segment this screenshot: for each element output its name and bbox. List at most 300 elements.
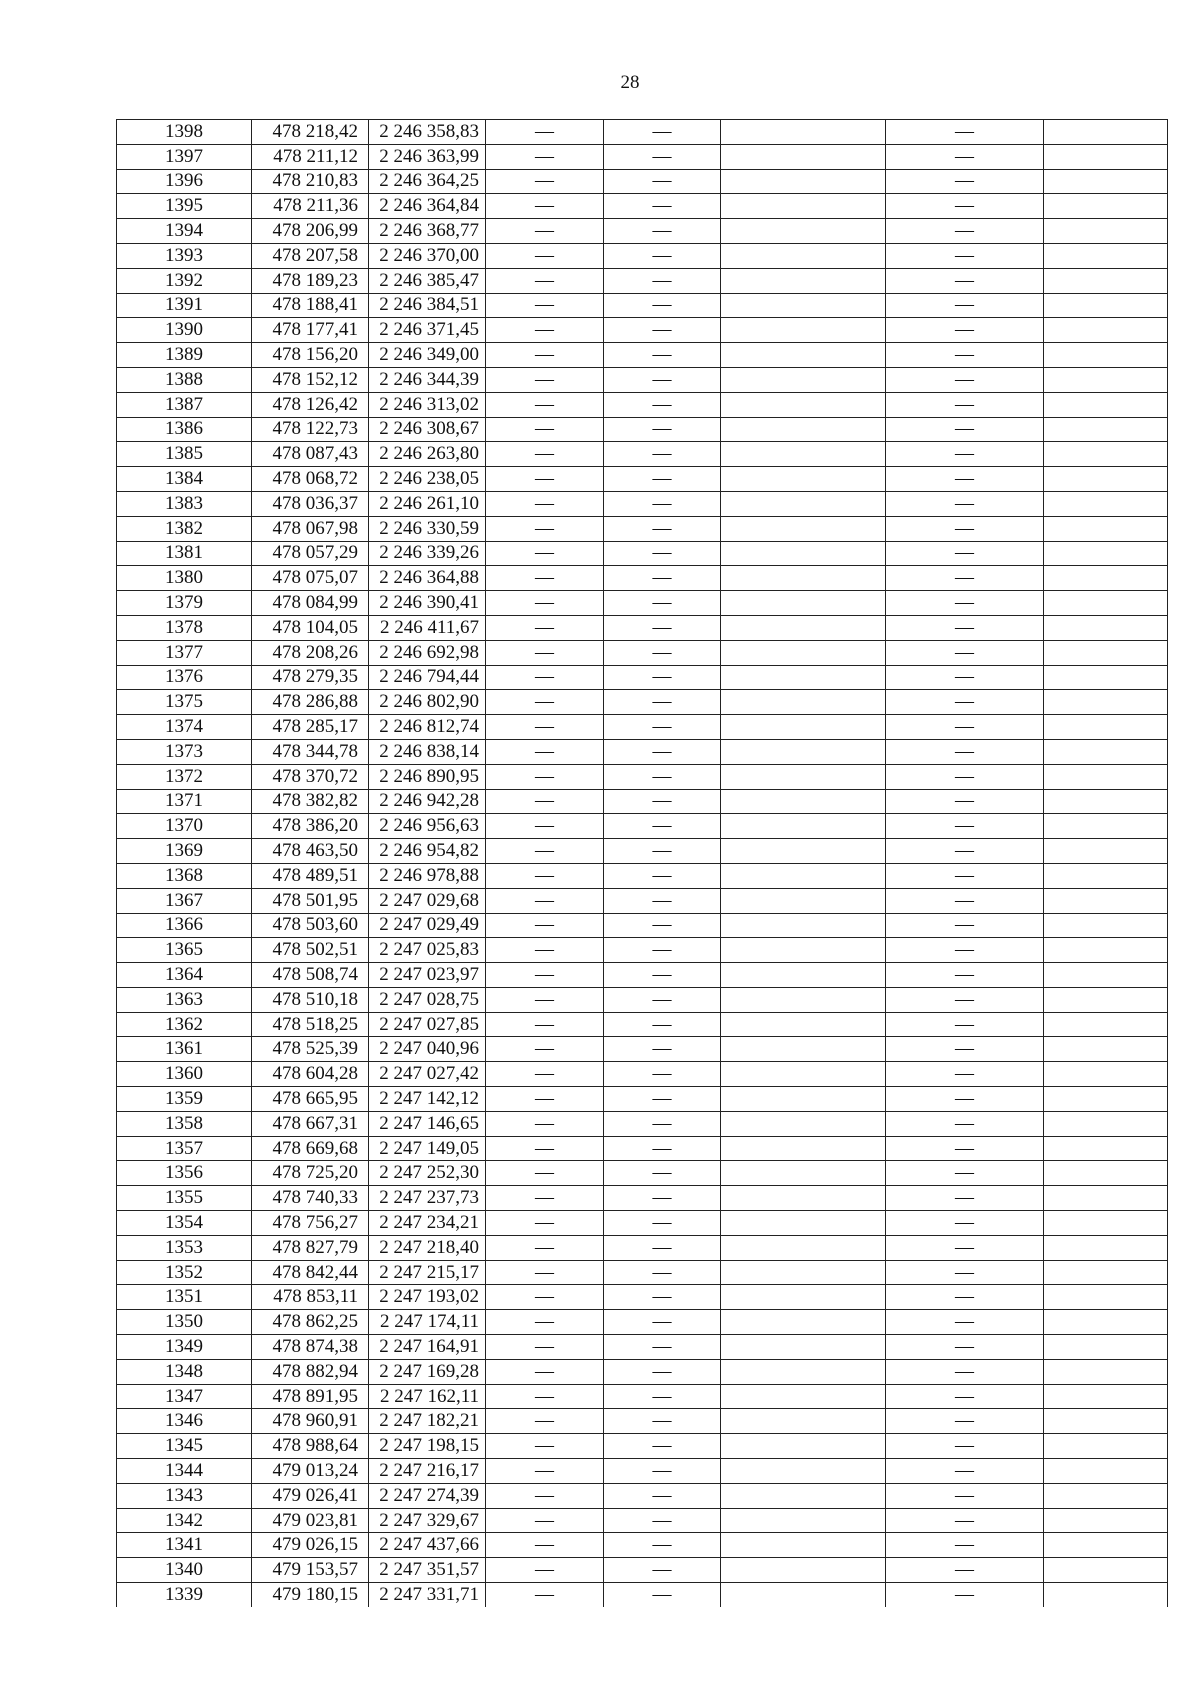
empty-cell: [1044, 665, 1168, 690]
dash-cell: —: [486, 1359, 604, 1384]
dash-cell: —: [486, 293, 604, 318]
dash-cell: —: [604, 1508, 721, 1533]
empty-cell: [721, 591, 886, 616]
x-coordinate-cell: 478 501,95: [252, 888, 369, 913]
y-coordinate-cell: 2 246 978,88: [369, 863, 486, 888]
empty-cell: [1044, 591, 1168, 616]
dash-cell: —: [604, 566, 721, 591]
dash-cell: —: [486, 1161, 604, 1186]
dash-cell: —: [886, 1533, 1044, 1558]
x-coordinate-cell: 478 075,07: [252, 566, 369, 591]
dash-cell: —: [604, 615, 721, 640]
y-coordinate-cell: 2 247 025,83: [369, 938, 486, 963]
dash-cell: —: [886, 1335, 1044, 1360]
y-coordinate-cell: 2 246 384,51: [369, 293, 486, 318]
empty-cell: [1044, 1483, 1168, 1508]
y-coordinate-cell: 2 246 794,44: [369, 665, 486, 690]
empty-cell: [1044, 1359, 1168, 1384]
dash-cell: —: [886, 144, 1044, 169]
point-number-cell: 1349: [117, 1335, 252, 1360]
empty-cell: [1044, 1161, 1168, 1186]
table-row: [117, 442, 1168, 467]
y-coordinate-cell: 2 247 029,49: [369, 913, 486, 938]
empty-cell: [721, 417, 886, 442]
y-coordinate-cell: 2 246 363,99: [369, 144, 486, 169]
dash-cell: —: [886, 293, 1044, 318]
dash-cell: —: [486, 1508, 604, 1533]
point-number-cell: 1353: [117, 1235, 252, 1260]
empty-cell: [721, 764, 886, 789]
dash-cell: —: [604, 863, 721, 888]
x-coordinate-cell: 478 862,25: [252, 1310, 369, 1335]
dash-cell: —: [886, 541, 1044, 566]
table-row: [117, 987, 1168, 1012]
empty-cell: [1044, 888, 1168, 913]
dash-cell: —: [886, 442, 1044, 467]
point-number-cell: 1352: [117, 1260, 252, 1285]
dash-cell: —: [604, 120, 721, 145]
dash-cell: —: [486, 219, 604, 244]
dash-cell: —: [486, 591, 604, 616]
x-coordinate-cell: 478 068,72: [252, 467, 369, 492]
empty-cell: [1044, 690, 1168, 715]
dash-cell: —: [604, 963, 721, 988]
x-coordinate-cell: 478 725,20: [252, 1161, 369, 1186]
dash-cell: —: [886, 615, 1044, 640]
y-coordinate-cell: 2 246 313,02: [369, 392, 486, 417]
dash-cell: —: [604, 690, 721, 715]
y-coordinate-cell: 2 246 364,88: [369, 566, 486, 591]
dash-cell: —: [486, 343, 604, 368]
table-row: [117, 1186, 1168, 1211]
x-coordinate-cell: 478 177,41: [252, 318, 369, 343]
point-number-cell: 1372: [117, 764, 252, 789]
empty-cell: [721, 690, 886, 715]
dash-cell: —: [886, 194, 1044, 219]
x-coordinate-cell: 478 036,37: [252, 491, 369, 516]
coordinates-table: [116, 119, 1168, 1607]
dash-cell: —: [486, 318, 604, 343]
empty-cell: [721, 739, 886, 764]
table-row: [117, 491, 1168, 516]
dash-cell: —: [604, 888, 721, 913]
dash-cell: —: [486, 1558, 604, 1583]
x-coordinate-cell: 478 518,25: [252, 1012, 369, 1037]
dash-cell: —: [886, 1111, 1044, 1136]
x-coordinate-cell: 478 370,72: [252, 764, 369, 789]
point-number-cell: 1389: [117, 343, 252, 368]
empty-cell: [1044, 863, 1168, 888]
empty-cell: [1044, 1335, 1168, 1360]
table-row: [117, 1409, 1168, 1434]
dash-cell: —: [886, 1483, 1044, 1508]
dash-cell: —: [486, 839, 604, 864]
empty-cell: [1044, 392, 1168, 417]
x-coordinate-cell: 478 463,50: [252, 839, 369, 864]
y-coordinate-cell: 2 246 390,41: [369, 591, 486, 616]
empty-cell: [721, 1260, 886, 1285]
dash-cell: —: [486, 491, 604, 516]
point-number-cell: 1346: [117, 1409, 252, 1434]
dash-cell: —: [886, 1161, 1044, 1186]
dash-cell: —: [886, 367, 1044, 392]
empty-cell: [721, 1235, 886, 1260]
point-number-cell: 1398: [117, 120, 252, 145]
dash-cell: —: [604, 1483, 721, 1508]
table-row: [117, 1037, 1168, 1062]
dash-cell: —: [886, 888, 1044, 913]
empty-cell: [721, 516, 886, 541]
x-coordinate-cell: 478 502,51: [252, 938, 369, 963]
table-row: [117, 1310, 1168, 1335]
x-coordinate-cell: 479 153,57: [252, 1558, 369, 1583]
dash-cell: —: [604, 938, 721, 963]
y-coordinate-cell: 2 246 261,10: [369, 491, 486, 516]
table-row: [117, 1111, 1168, 1136]
empty-cell: [721, 293, 886, 318]
x-coordinate-cell: 478 206,99: [252, 219, 369, 244]
x-coordinate-cell: 478 087,43: [252, 442, 369, 467]
dash-cell: —: [886, 789, 1044, 814]
y-coordinate-cell: 2 246 812,74: [369, 715, 486, 740]
dash-cell: —: [486, 1285, 604, 1310]
y-coordinate-cell: 2 247 182,21: [369, 1409, 486, 1434]
table-row: [117, 739, 1168, 764]
dash-cell: —: [486, 863, 604, 888]
dash-cell: —: [886, 169, 1044, 194]
table-row: [117, 1384, 1168, 1409]
dash-cell: —: [486, 392, 604, 417]
point-number-cell: 1350: [117, 1310, 252, 1335]
empty-cell: [1044, 1384, 1168, 1409]
empty-cell: [721, 665, 886, 690]
y-coordinate-cell: 2 246 838,14: [369, 739, 486, 764]
dash-cell: —: [604, 1558, 721, 1583]
table-row: [117, 1062, 1168, 1087]
empty-cell: [721, 367, 886, 392]
dash-cell: —: [886, 938, 1044, 963]
y-coordinate-cell: 2 247 216,17: [369, 1459, 486, 1484]
dash-cell: —: [486, 814, 604, 839]
dash-cell: —: [486, 169, 604, 194]
dash-cell: —: [604, 1211, 721, 1236]
dash-cell: —: [604, 243, 721, 268]
point-number-cell: 1364: [117, 963, 252, 988]
x-coordinate-cell: 478 740,33: [252, 1186, 369, 1211]
dash-cell: —: [886, 1186, 1044, 1211]
empty-cell: [721, 243, 886, 268]
x-coordinate-cell: 478 104,05: [252, 615, 369, 640]
x-coordinate-cell: 478 604,28: [252, 1062, 369, 1087]
empty-cell: [1044, 1260, 1168, 1285]
dash-cell: —: [886, 1409, 1044, 1434]
table-row: [117, 1285, 1168, 1310]
dash-cell: —: [486, 516, 604, 541]
x-coordinate-cell: 478 842,44: [252, 1260, 369, 1285]
dash-cell: —: [486, 739, 604, 764]
y-coordinate-cell: 2 247 329,67: [369, 1508, 486, 1533]
empty-cell: [1044, 491, 1168, 516]
empty-cell: [1044, 1211, 1168, 1236]
empty-cell: [1044, 1508, 1168, 1533]
dash-cell: —: [886, 516, 1044, 541]
empty-cell: [721, 1335, 886, 1360]
dash-cell: —: [886, 863, 1044, 888]
dash-cell: —: [486, 665, 604, 690]
dash-cell: —: [886, 1459, 1044, 1484]
dash-cell: —: [486, 1434, 604, 1459]
empty-cell: [721, 541, 886, 566]
dash-cell: —: [604, 1012, 721, 1037]
y-coordinate-cell: 2 246 364,84: [369, 194, 486, 219]
point-number-cell: 1371: [117, 789, 252, 814]
dash-cell: —: [604, 367, 721, 392]
dash-cell: —: [486, 789, 604, 814]
table-row: [117, 1434, 1168, 1459]
empty-cell: [721, 1037, 886, 1062]
empty-cell: [1044, 987, 1168, 1012]
dash-cell: —: [486, 1062, 604, 1087]
empty-cell: [721, 1211, 886, 1236]
table-row: [117, 1359, 1168, 1384]
point-number-cell: 1385: [117, 442, 252, 467]
point-number-cell: 1379: [117, 591, 252, 616]
x-coordinate-cell: 478 207,58: [252, 243, 369, 268]
point-number-cell: 1347: [117, 1384, 252, 1409]
dash-cell: —: [886, 268, 1044, 293]
x-coordinate-cell: 478 891,95: [252, 1384, 369, 1409]
y-coordinate-cell: 2 247 174,11: [369, 1310, 486, 1335]
dash-cell: —: [886, 814, 1044, 839]
empty-cell: [1044, 640, 1168, 665]
empty-cell: [721, 1186, 886, 1211]
empty-cell: [1044, 417, 1168, 442]
empty-cell: [721, 1483, 886, 1508]
table-row: [117, 243, 1168, 268]
y-coordinate-cell: 2 246 942,28: [369, 789, 486, 814]
empty-cell: [1044, 1533, 1168, 1558]
dash-cell: —: [604, 1087, 721, 1112]
empty-cell: [721, 1359, 886, 1384]
empty-cell: [721, 715, 886, 740]
table-row: [117, 963, 1168, 988]
dash-cell: —: [886, 318, 1044, 343]
dash-cell: —: [886, 243, 1044, 268]
dash-cell: —: [604, 318, 721, 343]
dash-cell: —: [886, 1062, 1044, 1087]
table-row: [117, 120, 1168, 145]
dash-cell: —: [486, 1211, 604, 1236]
point-number-cell: 1355: [117, 1186, 252, 1211]
dash-cell: —: [604, 1434, 721, 1459]
table-row: [117, 591, 1168, 616]
point-number-cell: 1378: [117, 615, 252, 640]
dash-cell: —: [486, 1384, 604, 1409]
x-coordinate-cell: 478 067,98: [252, 516, 369, 541]
empty-cell: [721, 566, 886, 591]
point-number-cell: 1393: [117, 243, 252, 268]
y-coordinate-cell: 2 246 956,63: [369, 814, 486, 839]
point-number-cell: 1375: [117, 690, 252, 715]
dash-cell: —: [886, 1087, 1044, 1112]
table-row: [117, 1335, 1168, 1360]
y-coordinate-cell: 2 247 351,57: [369, 1558, 486, 1583]
x-coordinate-cell: 479 023,81: [252, 1508, 369, 1533]
empty-cell: [721, 169, 886, 194]
dash-cell: —: [604, 715, 721, 740]
empty-cell: [1044, 739, 1168, 764]
dash-cell: —: [604, 219, 721, 244]
point-number-cell: 1343: [117, 1483, 252, 1508]
empty-cell: [1044, 343, 1168, 368]
y-coordinate-cell: 2 247 274,39: [369, 1483, 486, 1508]
empty-cell: [721, 1285, 886, 1310]
dash-cell: —: [604, 194, 721, 219]
empty-cell: [1044, 1087, 1168, 1112]
y-coordinate-cell: 2 246 263,80: [369, 442, 486, 467]
dash-cell: —: [486, 268, 604, 293]
table-row: [117, 1012, 1168, 1037]
point-number-cell: 1397: [117, 144, 252, 169]
dash-cell: —: [486, 1483, 604, 1508]
point-number-cell: 1348: [117, 1359, 252, 1384]
dash-cell: —: [486, 566, 604, 591]
dash-cell: —: [604, 591, 721, 616]
dash-cell: —: [486, 1235, 604, 1260]
table-row: [117, 392, 1168, 417]
empty-cell: [1044, 1111, 1168, 1136]
dash-cell: —: [486, 1012, 604, 1037]
dash-cell: —: [604, 169, 721, 194]
table-row: [117, 1211, 1168, 1236]
point-number-cell: 1345: [117, 1434, 252, 1459]
empty-cell: [721, 1012, 886, 1037]
empty-cell: [721, 1310, 886, 1335]
point-number-cell: 1358: [117, 1111, 252, 1136]
dash-cell: —: [486, 963, 604, 988]
empty-cell: [721, 1111, 886, 1136]
table-row: [117, 640, 1168, 665]
empty-cell: [721, 640, 886, 665]
table-row: [117, 516, 1168, 541]
y-coordinate-cell: 2 246 308,67: [369, 417, 486, 442]
empty-cell: [721, 615, 886, 640]
dash-cell: —: [886, 219, 1044, 244]
dash-cell: —: [486, 442, 604, 467]
table-row: [117, 566, 1168, 591]
table-row: [117, 219, 1168, 244]
point-number-cell: 1344: [117, 1459, 252, 1484]
table-row: [117, 1161, 1168, 1186]
point-number-cell: 1361: [117, 1037, 252, 1062]
empty-cell: [721, 467, 886, 492]
table-row: [117, 144, 1168, 169]
point-number-cell: 1388: [117, 367, 252, 392]
point-number-cell: 1377: [117, 640, 252, 665]
y-coordinate-cell: 2 247 162,11: [369, 1384, 486, 1409]
x-coordinate-cell: 478 874,38: [252, 1335, 369, 1360]
point-number-cell: 1351: [117, 1285, 252, 1310]
dash-cell: —: [486, 987, 604, 1012]
empty-cell: [721, 863, 886, 888]
y-coordinate-cell: 2 246 890,95: [369, 764, 486, 789]
y-coordinate-cell: 2 247 237,73: [369, 1186, 486, 1211]
dash-cell: —: [886, 1235, 1044, 1260]
empty-cell: [721, 1434, 886, 1459]
point-number-cell: 1342: [117, 1508, 252, 1533]
dash-cell: —: [604, 1136, 721, 1161]
dash-cell: —: [886, 1211, 1044, 1236]
table-row: [117, 367, 1168, 392]
empty-cell: [721, 1558, 886, 1583]
point-number-cell: 1368: [117, 863, 252, 888]
x-coordinate-cell: 478 188,41: [252, 293, 369, 318]
empty-cell: [721, 392, 886, 417]
dash-cell: —: [886, 1260, 1044, 1285]
point-number-cell: 1386: [117, 417, 252, 442]
y-coordinate-cell: 2 246 368,77: [369, 219, 486, 244]
x-coordinate-cell: 478 665,95: [252, 1087, 369, 1112]
empty-cell: [721, 913, 886, 938]
empty-cell: [1044, 566, 1168, 591]
y-coordinate-cell: 2 247 164,91: [369, 1335, 486, 1360]
y-coordinate-cell: 2 246 349,00: [369, 343, 486, 368]
table-row: [117, 690, 1168, 715]
x-coordinate-cell: 478 382,82: [252, 789, 369, 814]
x-coordinate-cell: 478 503,60: [252, 913, 369, 938]
point-number-cell: 1360: [117, 1062, 252, 1087]
empty-cell: [1044, 1459, 1168, 1484]
x-coordinate-cell: 478 285,17: [252, 715, 369, 740]
empty-cell: [1044, 144, 1168, 169]
empty-cell: [1044, 219, 1168, 244]
x-coordinate-cell: 478 189,23: [252, 268, 369, 293]
point-number-cell: 1381: [117, 541, 252, 566]
empty-cell: [1044, 963, 1168, 988]
dash-cell: —: [886, 467, 1044, 492]
dash-cell: —: [604, 343, 721, 368]
y-coordinate-cell: 2 247 027,85: [369, 1012, 486, 1037]
x-coordinate-cell: 478 279,35: [252, 665, 369, 690]
table-row: [117, 1459, 1168, 1484]
y-coordinate-cell: 2 247 252,30: [369, 1161, 486, 1186]
dash-cell: —: [886, 963, 1044, 988]
point-number-cell: 1340: [117, 1558, 252, 1583]
x-coordinate-cell: 478 988,64: [252, 1434, 369, 1459]
table-row: [117, 665, 1168, 690]
point-number-cell: 1356: [117, 1161, 252, 1186]
dash-cell: —: [486, 1037, 604, 1062]
empty-cell: [721, 814, 886, 839]
table-row: [117, 1583, 1168, 1607]
point-number-cell: 1339: [117, 1583, 252, 1607]
empty-cell: [1044, 1235, 1168, 1260]
empty-cell: [1044, 1037, 1168, 1062]
table-row: [117, 467, 1168, 492]
x-coordinate-cell: 478 210,83: [252, 169, 369, 194]
y-coordinate-cell: 2 247 215,17: [369, 1260, 486, 1285]
coordinates-table-body: [117, 120, 1168, 1607]
y-coordinate-cell: 2 246 954,82: [369, 839, 486, 864]
table-row: [117, 1260, 1168, 1285]
dash-cell: —: [604, 839, 721, 864]
y-coordinate-cell: 2 247 234,21: [369, 1211, 486, 1236]
empty-cell: [721, 1508, 886, 1533]
table-row: [117, 169, 1168, 194]
y-coordinate-cell: 2 247 331,71: [369, 1583, 486, 1607]
empty-cell: [1044, 938, 1168, 963]
table-row: [117, 938, 1168, 963]
